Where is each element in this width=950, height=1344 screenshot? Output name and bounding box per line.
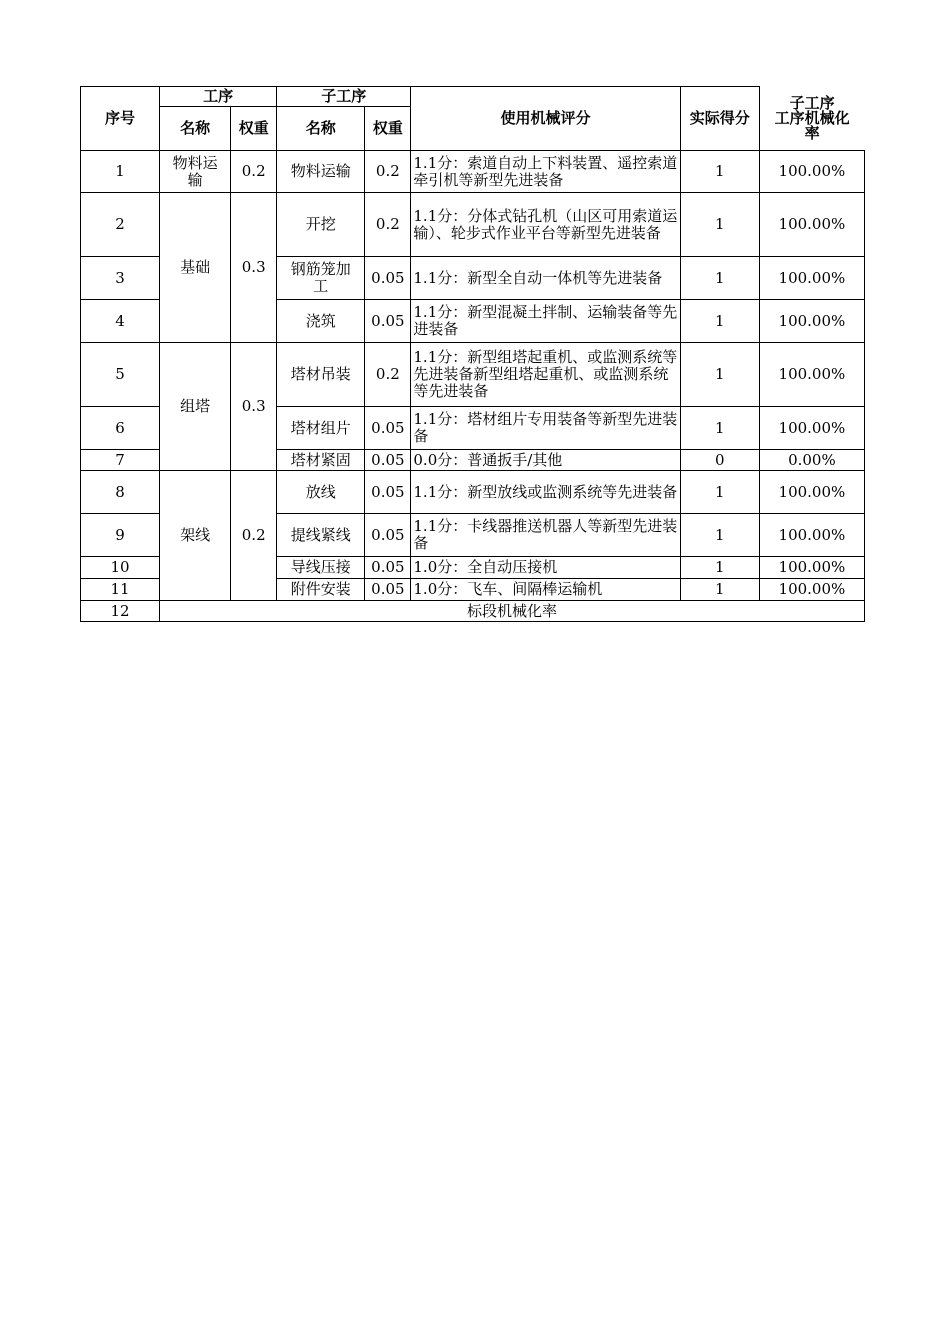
machinery-desc-cell: 1.1分：索道自动上下料装置、遥控索道牵引机等新型先进装备: [411, 151, 680, 193]
subprocess-weight-cell: 0.05: [365, 514, 411, 557]
seq-cell: 8: [81, 471, 160, 514]
subprocess-weight-cell: 0.05: [365, 407, 411, 450]
rate-cell: 100.00%: [759, 407, 864, 450]
header-row-1: [81, 87, 865, 107]
rate-cell: 100.00%: [759, 151, 864, 193]
subprocess-name-cell: 钢筋笼加 工: [277, 257, 365, 300]
rate-cell: 100.00%: [759, 193, 864, 257]
rate-cell: 0.00%: [759, 450, 864, 471]
score-cell: 1: [680, 557, 759, 579]
score-cell: 1: [680, 343, 759, 407]
score-cell: 1: [680, 193, 759, 257]
machinery-desc-cell: 1.1分：新型全自动一体机等先进装备: [411, 257, 680, 300]
score-cell: 1: [680, 257, 759, 300]
rate-cell: 100.00%: [759, 579, 864, 601]
table-row: [81, 343, 865, 407]
subprocess-name-cell: 塔材组片: [277, 407, 365, 450]
rate-cell: 100.00%: [759, 471, 864, 514]
seq-cell: 3: [81, 257, 160, 300]
header-process-name: 名称: [160, 107, 231, 151]
machinery-desc-cell: 1.1分：新型混凝土拌制、运输装备等先进装备: [411, 300, 680, 343]
section-mech-rate-label: 标段机械化率: [160, 601, 865, 622]
seq-cell: 11: [81, 579, 160, 601]
seq-cell: 12: [81, 601, 160, 622]
seq-cell: 4: [81, 300, 160, 343]
subprocess-weight-cell: 0.05: [365, 257, 411, 300]
header-subprocess-name: 名称: [277, 107, 365, 151]
score-cell: 1: [680, 514, 759, 557]
rate-cell: 100.00%: [759, 557, 864, 579]
score-cell: 1: [680, 151, 759, 193]
process-weight-cell: 0.3: [231, 343, 277, 471]
seq-cell: 5: [81, 343, 160, 407]
subprocess-weight-cell: 0.2: [365, 151, 411, 193]
process-name-cell: 架线: [160, 471, 231, 601]
table-row: [81, 471, 865, 514]
score-cell: 0: [680, 450, 759, 471]
seq-cell: 1: [81, 151, 160, 193]
rate-cell: 100.00%: [759, 300, 864, 343]
footer-row: [81, 601, 865, 622]
score-cell: 1: [680, 579, 759, 601]
subprocess-weight-cell: 0.05: [365, 471, 411, 514]
mechanization-score-table: [80, 86, 865, 622]
seq-cell: 7: [81, 450, 160, 471]
subprocess-weight-cell: 0.05: [365, 557, 411, 579]
header-process: 工序: [160, 87, 277, 107]
header-machinery-score: 使用机械评分: [411, 87, 680, 151]
process-name-cell: 物料运 输: [160, 151, 231, 193]
machinery-desc-cell: 1.1分：分体式钻孔机（山区可用索道运输）、轮步式作业平台等新型先进装备: [411, 193, 680, 257]
seq-cell: 10: [81, 557, 160, 579]
score-cell: 1: [680, 471, 759, 514]
header-seq: 序号: [81, 87, 160, 151]
process-weight-cell: 0.2: [231, 151, 277, 193]
header-subprocess-weight: 权重: [365, 107, 411, 151]
subprocess-name-cell: 塔材紧固: [277, 450, 365, 471]
rate-cell: 100.00%: [759, 343, 864, 407]
subprocess-name-cell: 放线: [277, 471, 365, 514]
subprocess-name-cell: 物料运输: [277, 151, 365, 193]
subprocess-name-cell: 附件安装: [277, 579, 365, 601]
subprocess-weight-cell: 0.2: [365, 343, 411, 407]
machinery-desc-cell: 0.0分：普通扳手/其他: [411, 450, 680, 471]
rate-cell: 100.00%: [759, 514, 864, 557]
score-cell: 1: [680, 407, 759, 450]
machinery-desc-cell: 1.1分：新型组塔起重机、或监测系统等先进装备新型组塔起重机、或监测系统等先进装备: [411, 343, 680, 407]
header-actual-score: 实际得分: [680, 87, 759, 151]
subprocess-weight-cell: 0.2: [365, 193, 411, 257]
header-subprocess: 子工序: [277, 87, 411, 107]
subprocess-weight-cell: 0.05: [365, 450, 411, 471]
subprocess-name-cell: 导线压接: [277, 557, 365, 579]
table-row: [81, 193, 865, 257]
process-weight-cell: 0.3: [231, 193, 277, 343]
machinery-desc-cell: 1.1分：新型放线或监测系统等先进装备: [411, 471, 680, 514]
subprocess-name-cell: 塔材吊装: [277, 343, 365, 407]
process-weight-cell: 0.2: [231, 471, 277, 601]
process-name-cell: 基础: [160, 193, 231, 343]
process-name-cell: 组塔: [160, 343, 231, 471]
header-process-weight: 权重: [231, 107, 277, 151]
rate-cell: 100.00%: [759, 257, 864, 300]
header-mech-rate: 子工序 工序机械化 率: [759, 87, 864, 151]
subprocess-name-cell: 提线紧线: [277, 514, 365, 557]
table-row: [81, 151, 865, 193]
machinery-desc-cell: 1.0分：飞车、间隔棒运输机: [411, 579, 680, 601]
seq-cell: 6: [81, 407, 160, 450]
subprocess-weight-cell: 0.05: [365, 579, 411, 601]
seq-cell: 9: [81, 514, 160, 557]
subprocess-name-cell: 开挖: [277, 193, 365, 257]
machinery-desc-cell: 1.1分：卡线器推送机器人等新型先进装备: [411, 514, 680, 557]
subprocess-name-cell: 浇筑: [277, 300, 365, 343]
score-cell: 1: [680, 300, 759, 343]
seq-cell: 2: [81, 193, 160, 257]
subprocess-weight-cell: 0.05: [365, 300, 411, 343]
machinery-desc-cell: 1.1分：塔材组片专用装备等新型先进装备: [411, 407, 680, 450]
machinery-desc-cell: 1.0分：全自动压接机: [411, 557, 680, 579]
